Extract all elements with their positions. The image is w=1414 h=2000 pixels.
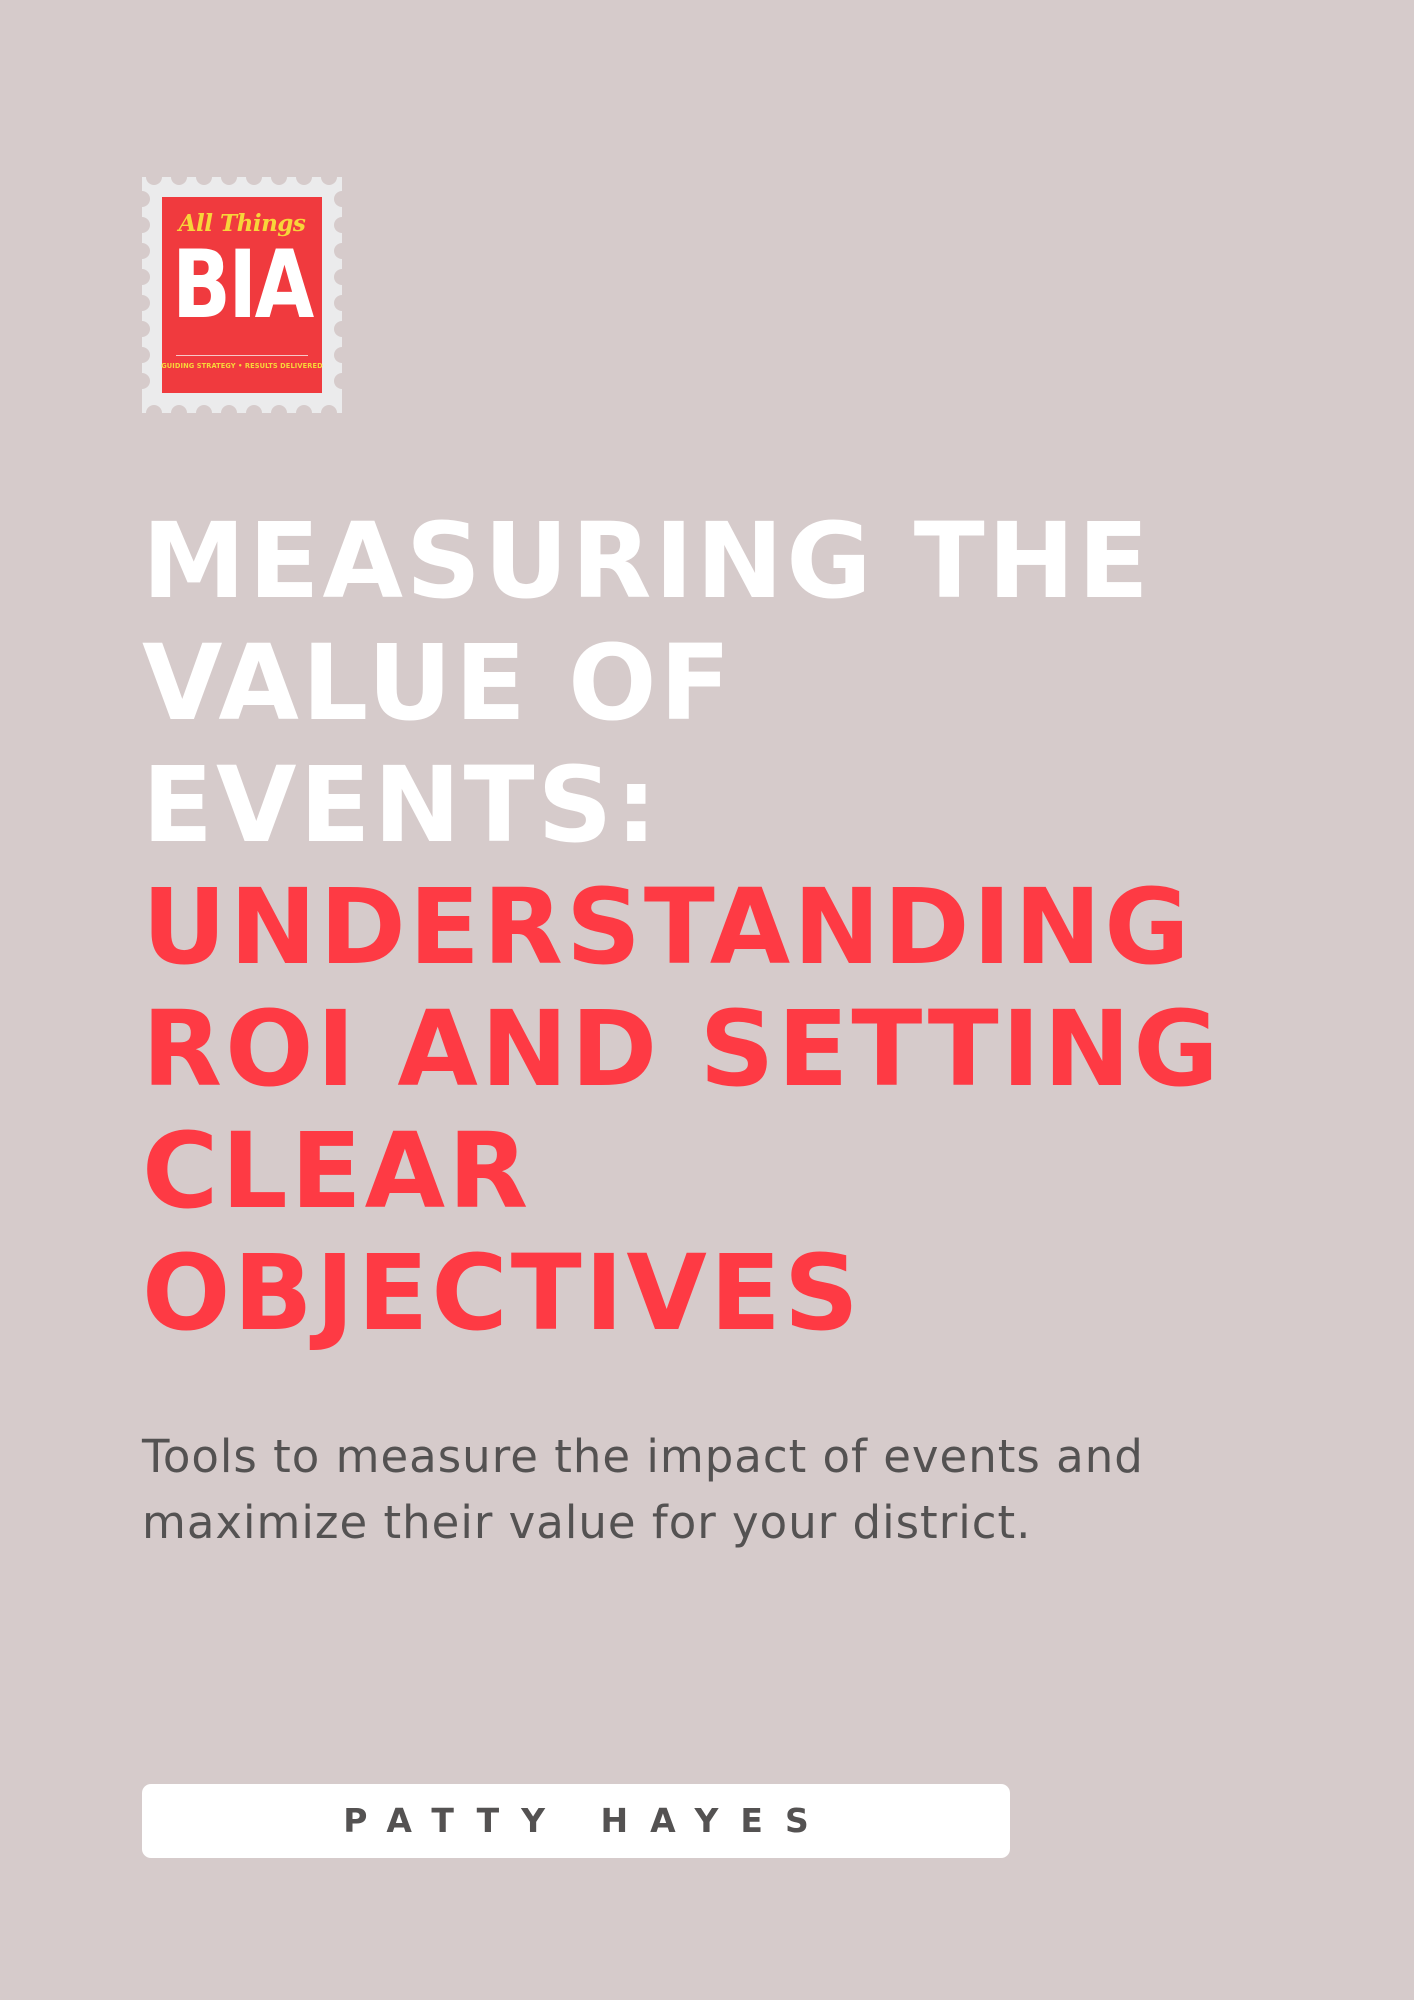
document-title [142,500,1222,1354]
title-line: EVENTS: [142,744,661,866]
title-highlight-line: ROI AND SETTING [142,988,1222,1110]
subtitle-line: maximize their value for your district. [142,1496,1032,1549]
logo-divider [176,355,308,356]
logo-script-text: All Things [178,210,306,237]
logo-main-text: BIA [172,231,312,340]
subtitle-line: Tools to measure the impact of events and [142,1430,1144,1483]
author-badge [142,1784,1010,1858]
document-subtitle [142,1424,1292,1556]
all-things-bia-logo-stamp [142,177,342,413]
title-highlight-line: CLEAR [142,1110,532,1232]
title-line: MEASURING THE [142,500,1152,622]
author-name: PATTY HAYES [343,1801,831,1840]
title-highlight-line: UNDERSTANDING [142,866,1193,988]
logo-tagline: GUIDING STRATEGY • RESULTS DELIVERED [161,361,323,370]
title-line: VALUE OF [142,622,734,744]
title-highlight-line: OBJECTIVES [142,1232,862,1354]
